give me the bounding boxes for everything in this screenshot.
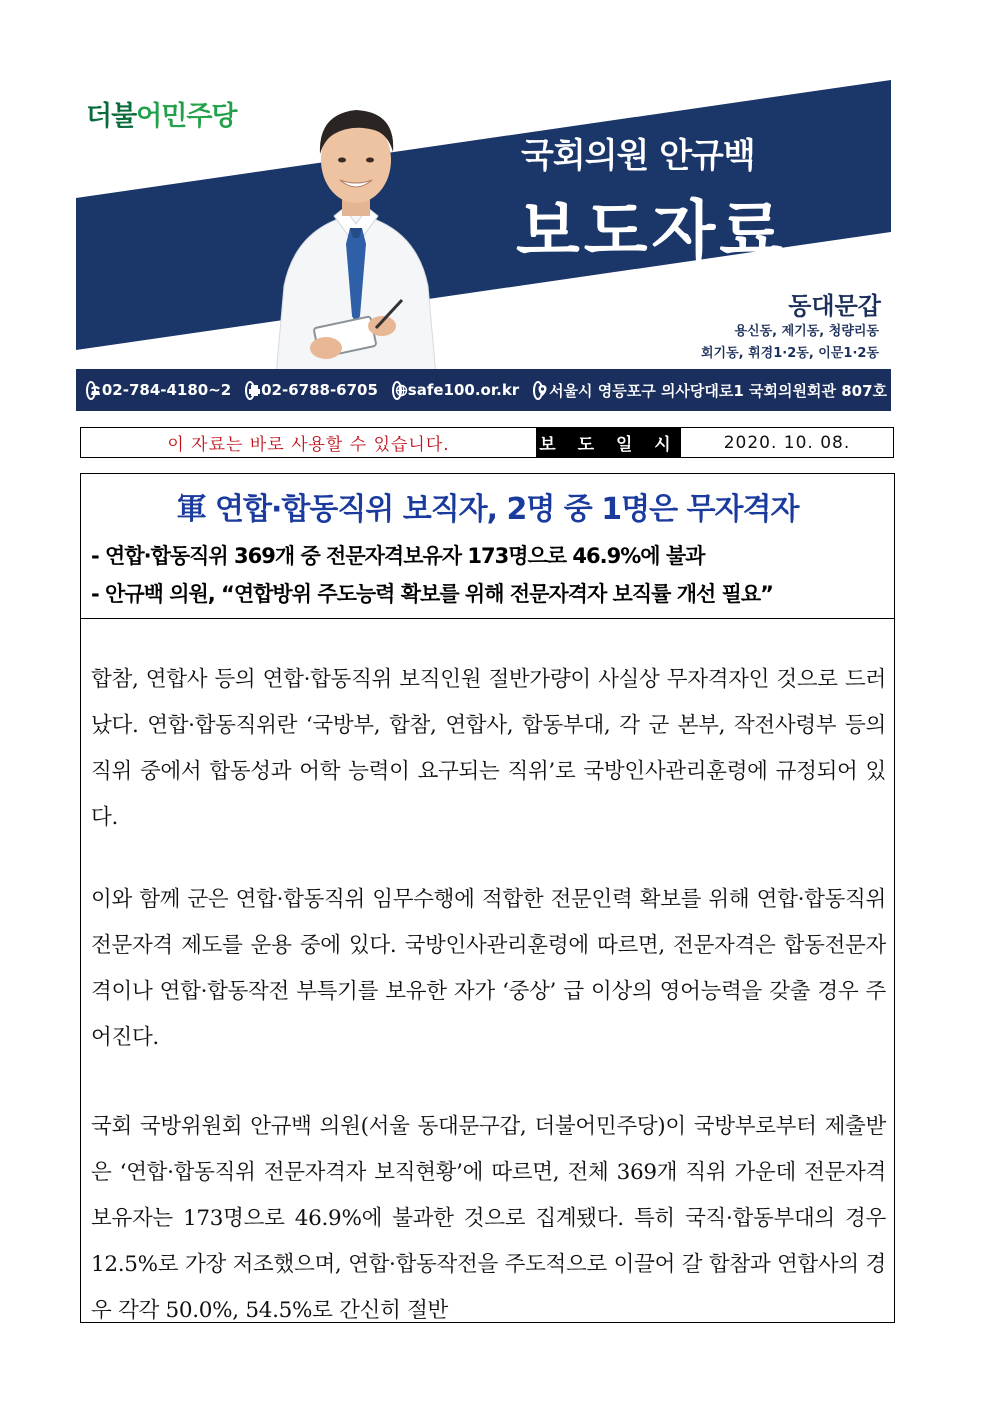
- globe-icon: [392, 381, 402, 400]
- party-logo-part1: 더불: [86, 101, 137, 132]
- release-date: 2020. 10. 08.: [723, 432, 851, 453]
- body-paragraph-3: 국회 국방위원회 안규백 의원(서울 동대문구갑, 더불어민주당)이 국방부로부터 제출받은 ‘연합·합동직위 전문자격자 보직현황’에 따르면, 전체 369개 직위 가운데 전문자격 보유자는 173명으로 46.9%에 불과한 것으로 집계됐다. 특히 국직·합동부대의 경우 12.5%로 가장 저조했으며, 연합·합동작전을 주도적으로 이끌어 갈 합참과 연합사의 경우 각각 50.0%, 54.5%로 간신히 절반: [91, 1114, 886, 1323]
- body-paragraph-1: 합참, 연합사 등의 연합·합동직위 보직인원 절반가량이 사실상 무자격자인 것으로 드러났다. 연합·합동직위란 ‘국방부, 합참, 연합사, 합동부대, 각 군 본부, 작전사령부 등의 직위 중에서 합동성과 어학 능력이 요구되는 직위’로 국방인사관리훈령에 규정되어 있다.: [91, 667, 886, 830]
- contact-bar: [76, 369, 891, 411]
- office-address: 서울시 영등포구 의사당대로1 국회의원회관 807호: [549, 381, 888, 400]
- body-paragraph-2: 이와 함께 군은 연합·합동직위 임무수행에 적합한 전문인력 확보를 위해 연합·합동직위 전문자격 제도를 운용 중에 있다. 국방인사관리훈령에 따르면, 전문자격은 합동전문자격이나 연합·합동작전 부특기를 보유한 자가 ‘중상’ 급 이상의 영어능력을 갖출 경우 주어진다.: [91, 887, 886, 1050]
- location-pin-icon: [533, 381, 543, 400]
- article-headline: 軍 연합·합동직위 보직자, 2명 중 1명은 무자격자: [176, 492, 799, 527]
- subheadline-2: - 안규백 의원, “연합방위 주도능력 확보를 위해 전문자격자 보직률 개선 필요”: [91, 582, 773, 606]
- website-link[interactable]: safe100.or.kr: [407, 381, 520, 399]
- phone-icon: [86, 381, 96, 400]
- release-info-row: [80, 427, 894, 458]
- press-release-banner: [76, 80, 891, 411]
- press-release-title: 보도자료: [516, 193, 788, 270]
- electoral-district: 동대문갑: [788, 292, 881, 320]
- phone-number: 02-784-4180~2: [101, 381, 232, 399]
- party-logo: [86, 94, 237, 133]
- fax-icon: [245, 381, 255, 400]
- release-date-label: 보 도 일 시: [537, 428, 681, 457]
- subhead-divider: [81, 618, 894, 619]
- article-box: [80, 473, 895, 1323]
- party-logo-part2: 어민주당: [136, 101, 237, 132]
- fax-number: 02-6788-6705: [261, 381, 378, 399]
- member-photo: [256, 86, 456, 376]
- subheadline-1: - 연합·합동직위 369개 중 전문자격보유자 173명으로 46.9%에 불과: [91, 544, 705, 568]
- district-areas-line2: 회기동, 휘경1·2동, 이문1·2동: [700, 346, 879, 361]
- usable-note: 이 자료는 바로 사용할 수 있습니다.: [81, 428, 537, 457]
- district-areas-line1: 용신동, 제기동, 청량리동: [734, 324, 879, 339]
- member-title: 국회의원 안규백: [521, 136, 755, 176]
